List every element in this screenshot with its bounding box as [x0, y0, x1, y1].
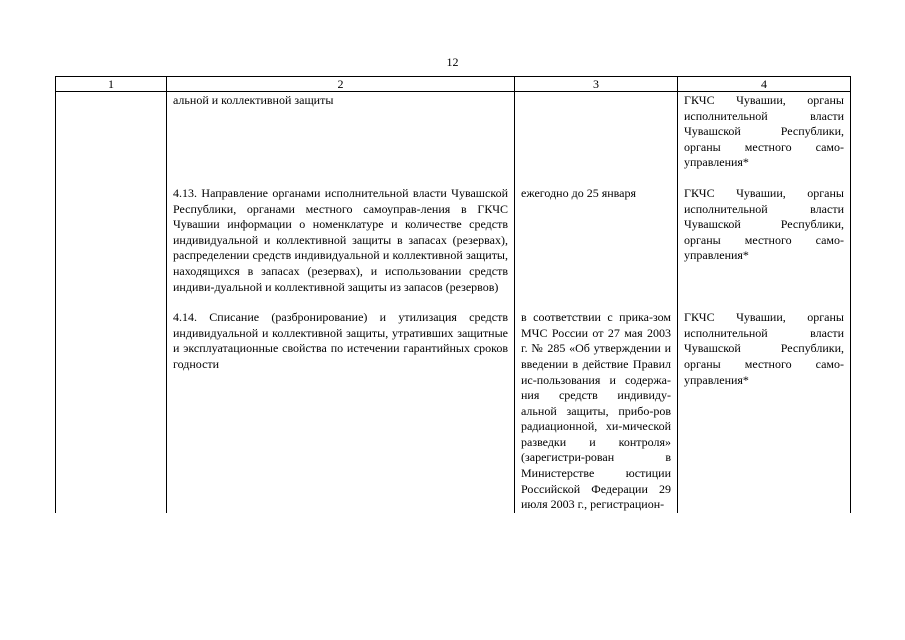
column-number-header-row — [56, 77, 851, 92]
page-number: 12 — [446, 55, 459, 69]
column-header-3: 3 — [515, 77, 678, 92]
table-row — [56, 186, 851, 295]
cell-deadline: ежегодно до 25 января — [515, 186, 678, 295]
cell-description: альной и коллективной защиты — [167, 92, 515, 171]
cell-number — [56, 92, 167, 171]
plan-table — [55, 76, 851, 513]
cell-responsible: ГКЧС Чувашии, органы исполнительной власти Чувашской Республики, органы местного само-управления* — [678, 92, 851, 171]
row-spacer — [56, 295, 851, 310]
cell-number — [56, 186, 167, 295]
column-header-1: 1 — [56, 77, 167, 92]
spacer-cell — [515, 171, 678, 186]
spacer-cell — [167, 171, 515, 186]
cell-deadline — [515, 92, 678, 171]
cell-responsible: ГКЧС Чувашии, органы исполнительной власти Чувашской Республики, органы местного само-управления* — [678, 310, 851, 513]
cell-deadline: в соответствии с прика-зом МЧС России от 27 мая 2003 г. № 285 «Об утверждении и введении в действие Правил ис-пользования и содержа-ния средств индивиду-альной защиты, прибо-ров радиационной, хи-мической разведки и контроля» (зарегистри-рован в Министерстве юстиции Российской Федерации 29 июля 2003 г., регистрацион- — [515, 310, 678, 513]
row-spacer — [56, 171, 851, 186]
cell-responsible: ГКЧС Чувашии, органы исполнительной власти Чувашской Республики, органы местного само-управления* — [678, 186, 851, 295]
table-row — [56, 92, 851, 171]
spacer-cell — [56, 171, 167, 186]
spacer-cell — [678, 295, 851, 310]
cell-number — [56, 310, 167, 513]
cell-description: 4.14. Списание (разбронирование) и утилизация средств индивидуальной и коллективной защиты, утративших защитные и эксплуатационные свойства по истечении гарантийных сроков годности — [167, 310, 515, 513]
column-header-4: 4 — [678, 77, 851, 92]
spacer-cell — [56, 295, 167, 310]
column-header-2: 2 — [167, 77, 515, 92]
cell-description: 4.13. Направление органами исполнительной власти Чувашской Республики, органами местного самоуправ-ления в ГКЧС Чувашии информации о номенклатуре и количестве средств индивидуальной и коллективной защиты в запасах (резервах), распределении средств индивидуальной и коллективной защиты, находящихся в запасах (резервах), и использовании средств индиви-дуальной и коллективной защиты из запасов (резервов) — [167, 186, 515, 295]
spacer-cell — [167, 295, 515, 310]
spacer-cell — [678, 171, 851, 186]
spacer-cell — [515, 295, 678, 310]
table-row — [56, 310, 851, 513]
